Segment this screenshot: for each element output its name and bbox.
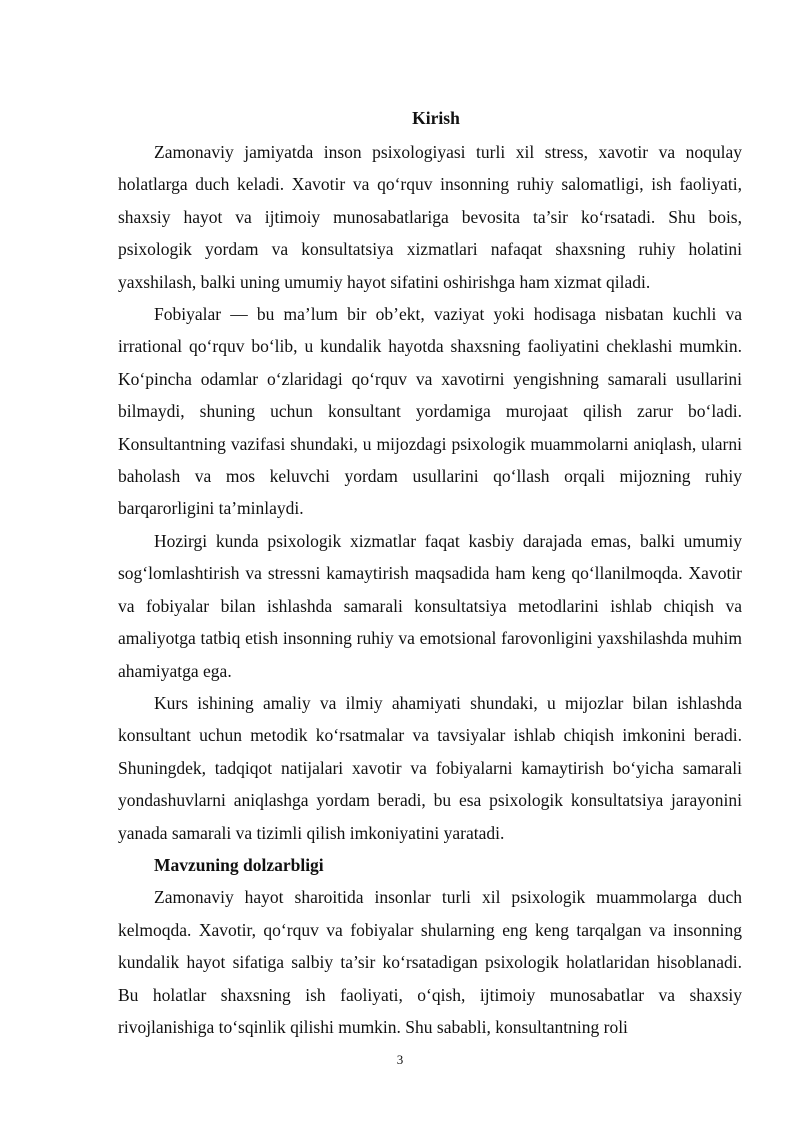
- page-number: 3: [396, 1052, 404, 1067]
- page-title: Kirish: [412, 108, 460, 128]
- paragraph-intro-2: Fobiyalar — bu ma’lum bir ob’ekt, vaziyat yoki hodisaga nisbatan kuchli va irrational qo‘rquv bo‘lib, u kundalik hayotda shaxsning faoliyatini cheklashi mumkin. Ko‘pincha odamlar o‘zlaridagi qo‘rquv va xavotirni yengishning samarali usullarini bilmaydi, shuning uchun konsultant yordamiga murojaat qilish zarur bo‘ladi. Konsultantning vazifasi shundaki, u mijozdagi psixologik muammolarni aniqlash, ularni baholash va mos keluvchi yordam usullarini qo‘llash orqali mijozning ruhiy barqarorligini ta’minlaydi.: [118, 304, 742, 519]
- paragraph-relevance: Zamonaviy hayot sharoitida insonlar turli xil psixologik muammolarga duch kelmoqda. Xavotir, qo‘rquv va fobiyalar shularning eng keng tarqalgan va insonning kundalik hayot sifatiga salbiy ta’sir ko‘rsatadigan psixologik holatlaridan hisoblanadi. Bu holatlar shaxsning ish faoliyati, o‘qish, ijtimoiy munosabatlar va shaxsiy rivojlanishiga to‘sqinlik qilishi mumkin. Shu sababli, konsultantning roli: [118, 887, 742, 1037]
- section-heading: Mavzuning dolzarbligi: [154, 854, 324, 875]
- document-page: [118, 104, 742, 1043]
- paragraph-intro-3: Hozirgi kunda psixologik xizmatlar faqat kasbiy darajada emas, balki umumiy sog‘lomlashtirish va stressni kamaytirish maqsadida ham keng qo‘llanilmoqda. Xavotir va fobiyalar bilan ishlashda samarali konsultatsiya metodlarini ishlab chiqish va amaliyotga tatbiq etish insonning ruhiy va emotsional farovonligini yaxshilashda muhim ahamiyatga ega.: [118, 530, 742, 681]
- paragraph-intro-1: Zamonaviy jamiyatda inson psixologiyasi turli xil stress, xavotir va noqulay holatlarga duch keladi. Xavotir va qo‘rquv insonning ruhiy salomatligi, ish faoliyati, shaxsiy hayot va ijtimoiy munosabatlariga bevosita ta’sir ko‘rsatadi. Shu bois, psixologik yordam va konsultatsiya xizmatlari nafaqat shaxsning ruhiy holatini yaxshilash, balki uning umumiy hayot sifatini oshirishga ham xizmat qiladi.: [118, 142, 742, 292]
- paragraph-intro-4: Kurs ishining amaliy va ilmiy ahamiyati shundaki, u mijozlar bilan ishlashda konsultant uchun metodik ko‘rsatmalar va tavsiyalar ishlab chiqish imkonini beradi. Shuningdek, tadqiqot natijalari xavotir va fobiyalarni kamaytirish bo‘yicha samarali yondashuvlarni aniqlashga yordam beradi, bu esa psixologik konsultatsiya jarayonini yanada samarali va tizimli qilish imkoniyatini yaratadi.: [118, 692, 742, 843]
